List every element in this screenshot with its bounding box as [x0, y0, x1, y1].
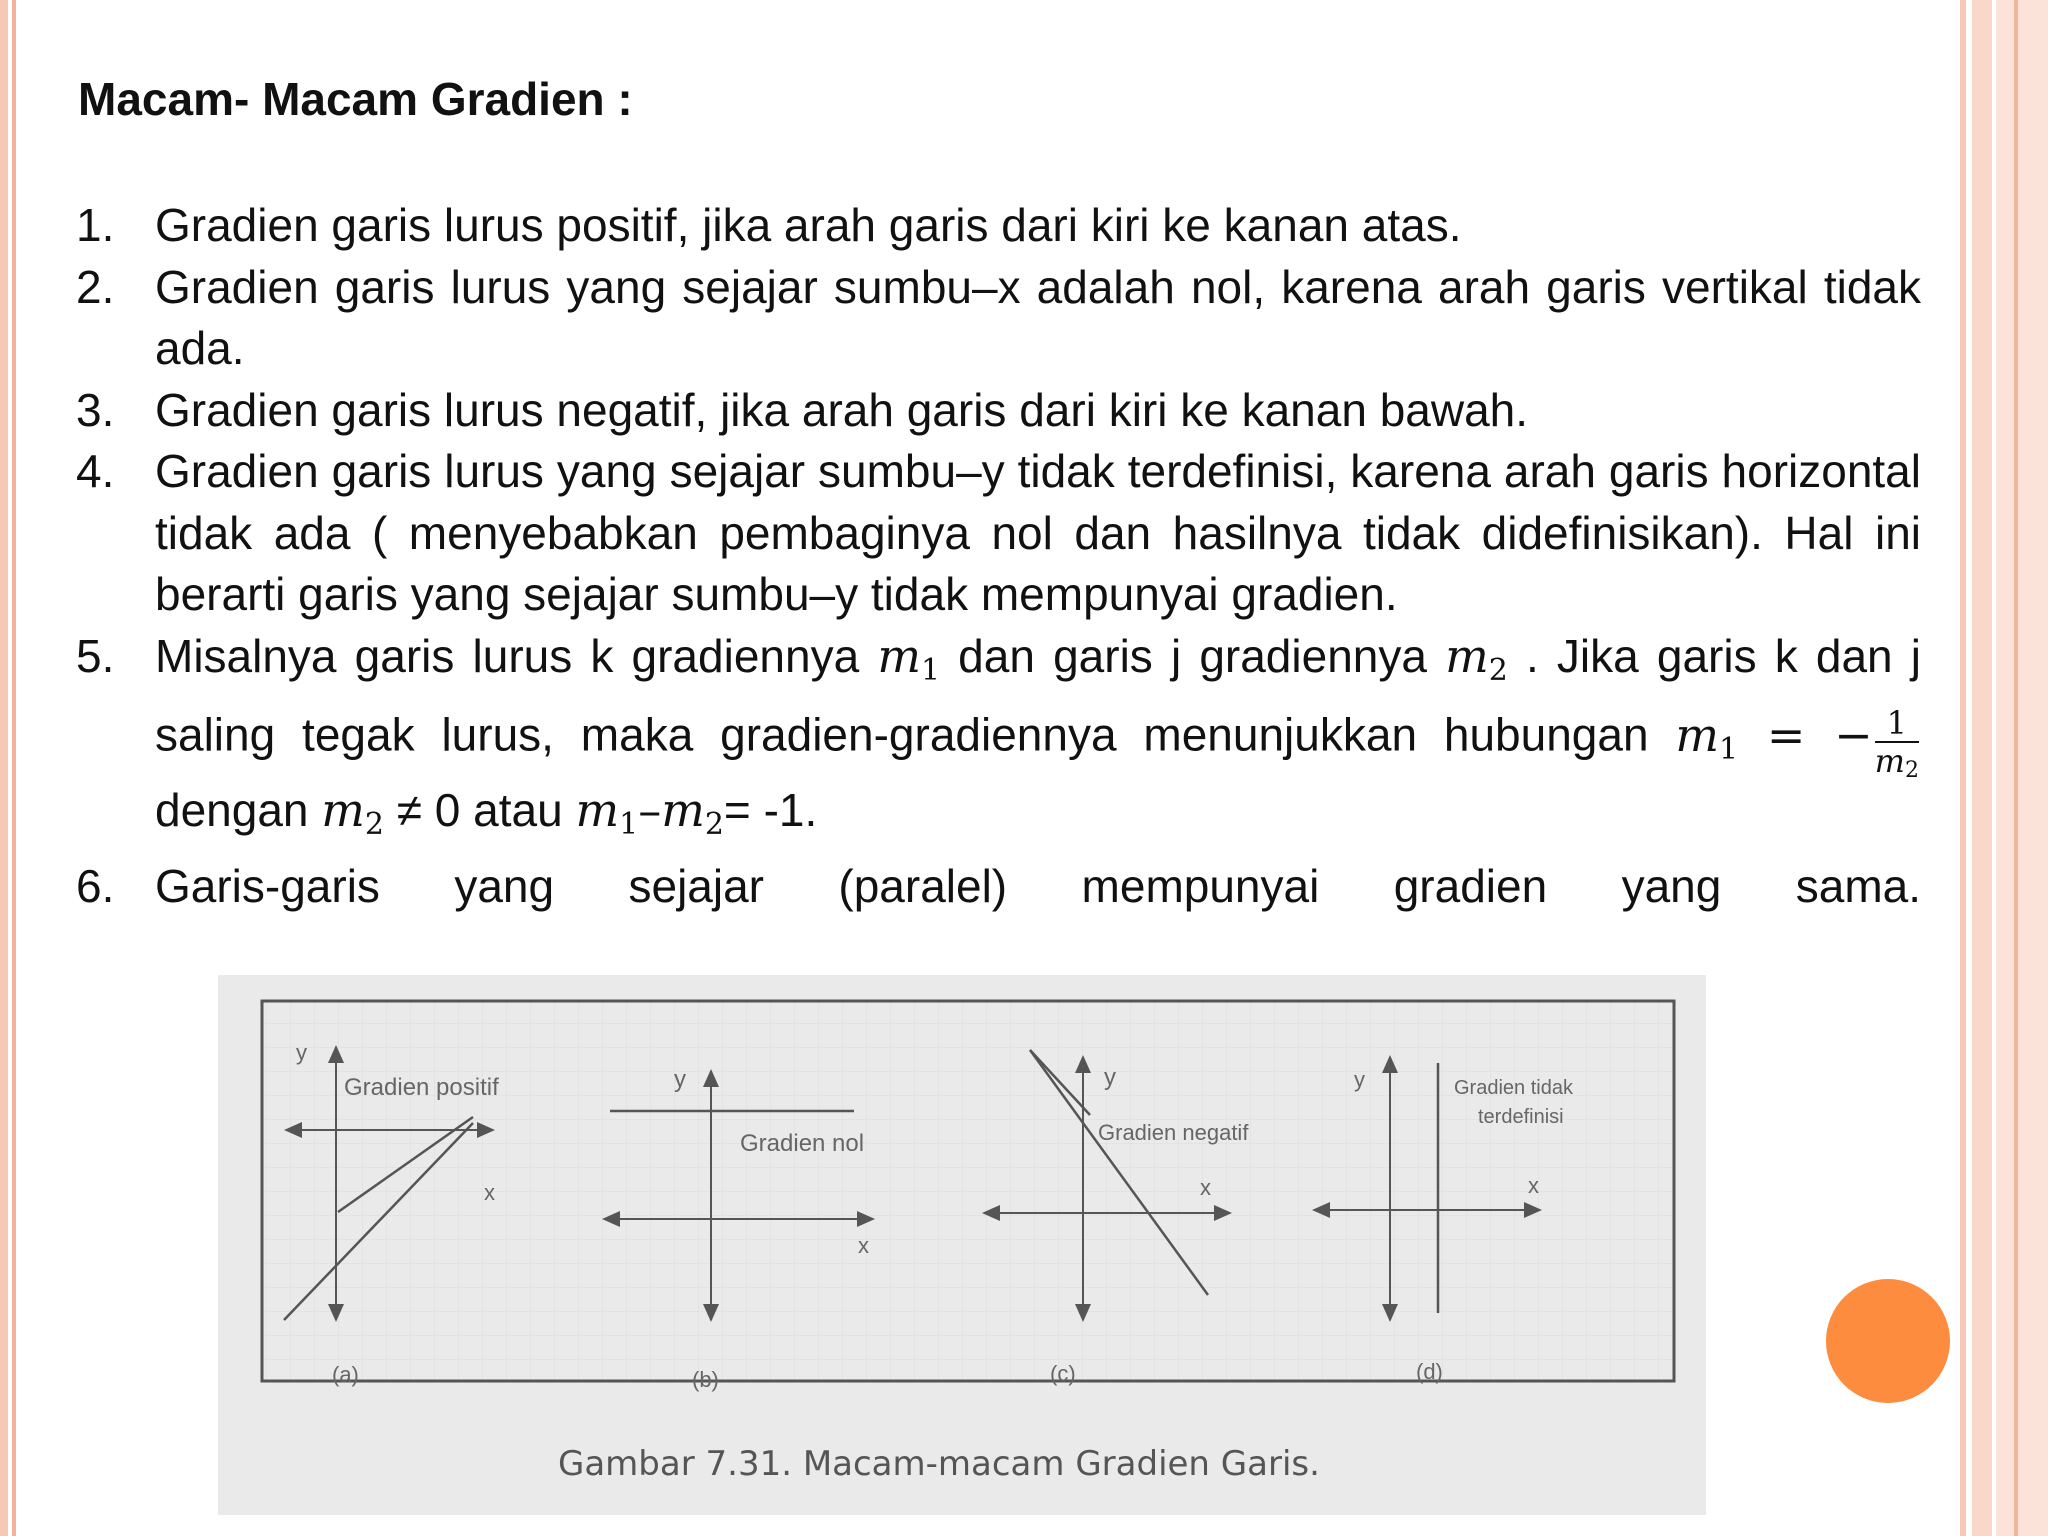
panel-d-x: x	[1528, 1173, 1539, 1198]
panel-d-y: y	[1354, 1067, 1365, 1092]
item-number: 4.	[76, 445, 115, 497]
figure-frame	[262, 1001, 1674, 1381]
item-text-a: Misalnya garis lurus k gradiennya	[155, 629, 878, 682]
item-number: 2.	[76, 260, 115, 313]
panel-c-label: Gradien negatif	[1098, 1120, 1249, 1145]
figure-caption: Gambar 7.31. Macam-macam Gradien Garis.	[558, 1444, 1320, 1484]
math-m1: $m_1$	[877, 628, 941, 688]
slide-title: Macam- Macam Gradien :	[78, 73, 633, 125]
panel-b-x: x	[858, 1233, 869, 1258]
panel-c-y: y	[1104, 1064, 1116, 1091]
gradient-figure	[218, 975, 1706, 1515]
frame-bar-left	[0, 0, 8, 1536]
panel-b-label: Gradien nol	[740, 1130, 865, 1157]
frame-bar-right	[1960, 0, 1966, 1536]
gradient-figure-svg	[218, 975, 1706, 1515]
panel-a-y: y	[296, 1040, 307, 1065]
item-number: 3.	[76, 383, 115, 436]
list-item-1	[76, 195, 1921, 257]
list-item-2	[76, 257, 1921, 380]
list-item-3	[76, 380, 1921, 442]
item-number: 5.	[76, 629, 115, 682]
gradient-types-list	[76, 195, 1921, 917]
panel-c-letter: (c)	[1050, 1361, 1076, 1386]
item-number: 6.	[76, 859, 115, 912]
item-text-d: dengan	[155, 784, 322, 836]
math-product: $m_1-m_2$	[575, 783, 724, 842]
item-text-e: ≠ 0 atau	[384, 784, 576, 836]
item-text: Gradien garis lurus negatif, jika arah garis dari kiri ke kanan bawah.	[155, 383, 1529, 436]
math-fraction: $\frac{1}{m_2}$	[1874, 704, 1919, 783]
math-m2: $m_2$	[1445, 628, 1508, 688]
panel-a-letter: (a)	[332, 1362, 359, 1387]
math-equation: $m_1$ = − $\frac{1}{m_2}$	[1675, 704, 1919, 783]
item-text-b: dan garis j gradiennya	[940, 629, 1446, 682]
panel-a-x: x	[484, 1180, 495, 1205]
panel-a-label: Gradien positif	[344, 1074, 499, 1101]
panel-b-y: y	[674, 1066, 686, 1093]
panel-d-label-2: terdefinisi	[1478, 1106, 1564, 1128]
panel-d-letter: (d)	[1416, 1359, 1443, 1384]
frame-bar-right-2	[1972, 0, 1992, 1536]
item-text-f: = -1.	[723, 784, 818, 836]
panel-d-label-1: Gradien tidak	[1454, 1077, 1573, 1099]
frame-bar-left-inner	[12, 0, 16, 1536]
frame-bar-right-3	[1996, 0, 2048, 1536]
frame-bar-right-4	[2014, 0, 2018, 1536]
item-text-c: . Jika garis k dan j saling tegak lurus, maka gradien-gradiennya menunjukkan hubungan	[155, 629, 1922, 761]
list-item-6	[76, 856, 1921, 918]
item-text: Gradien garis lurus yang sejajar sumbu–x adalah nol, karena arah garis vertikal tidak ada.	[155, 260, 1921, 374]
item-text: Gradien garis lurus yang sejajar sumbu–y tidak terdefinisi, karena arah garis horizontal tidak ada ( menyebabkan pembaginya nol dan hasilnya tidak didefinisikan). Hal ini berarti garis yang sejajar sumbu–y tidak mempunyai gradien.	[155, 445, 1921, 620]
list-item-4	[76, 441, 1921, 626]
item-text: Gradien garis lurus positif, jika arah garis dari kiri ke kanan atas.	[155, 199, 1462, 251]
panel-c-x: x	[1200, 1175, 1211, 1200]
orange-circle-decoration	[1826, 1279, 1950, 1403]
math-m2-b: $m_2$	[321, 783, 384, 842]
item-text: Garis-garis yang sejajar (paralel) mempunyai gradien yang sama.	[155, 859, 1921, 912]
list-item-5	[76, 626, 1921, 856]
panel-b-letter: (b)	[692, 1367, 719, 1392]
item-number: 1.	[76, 199, 115, 251]
